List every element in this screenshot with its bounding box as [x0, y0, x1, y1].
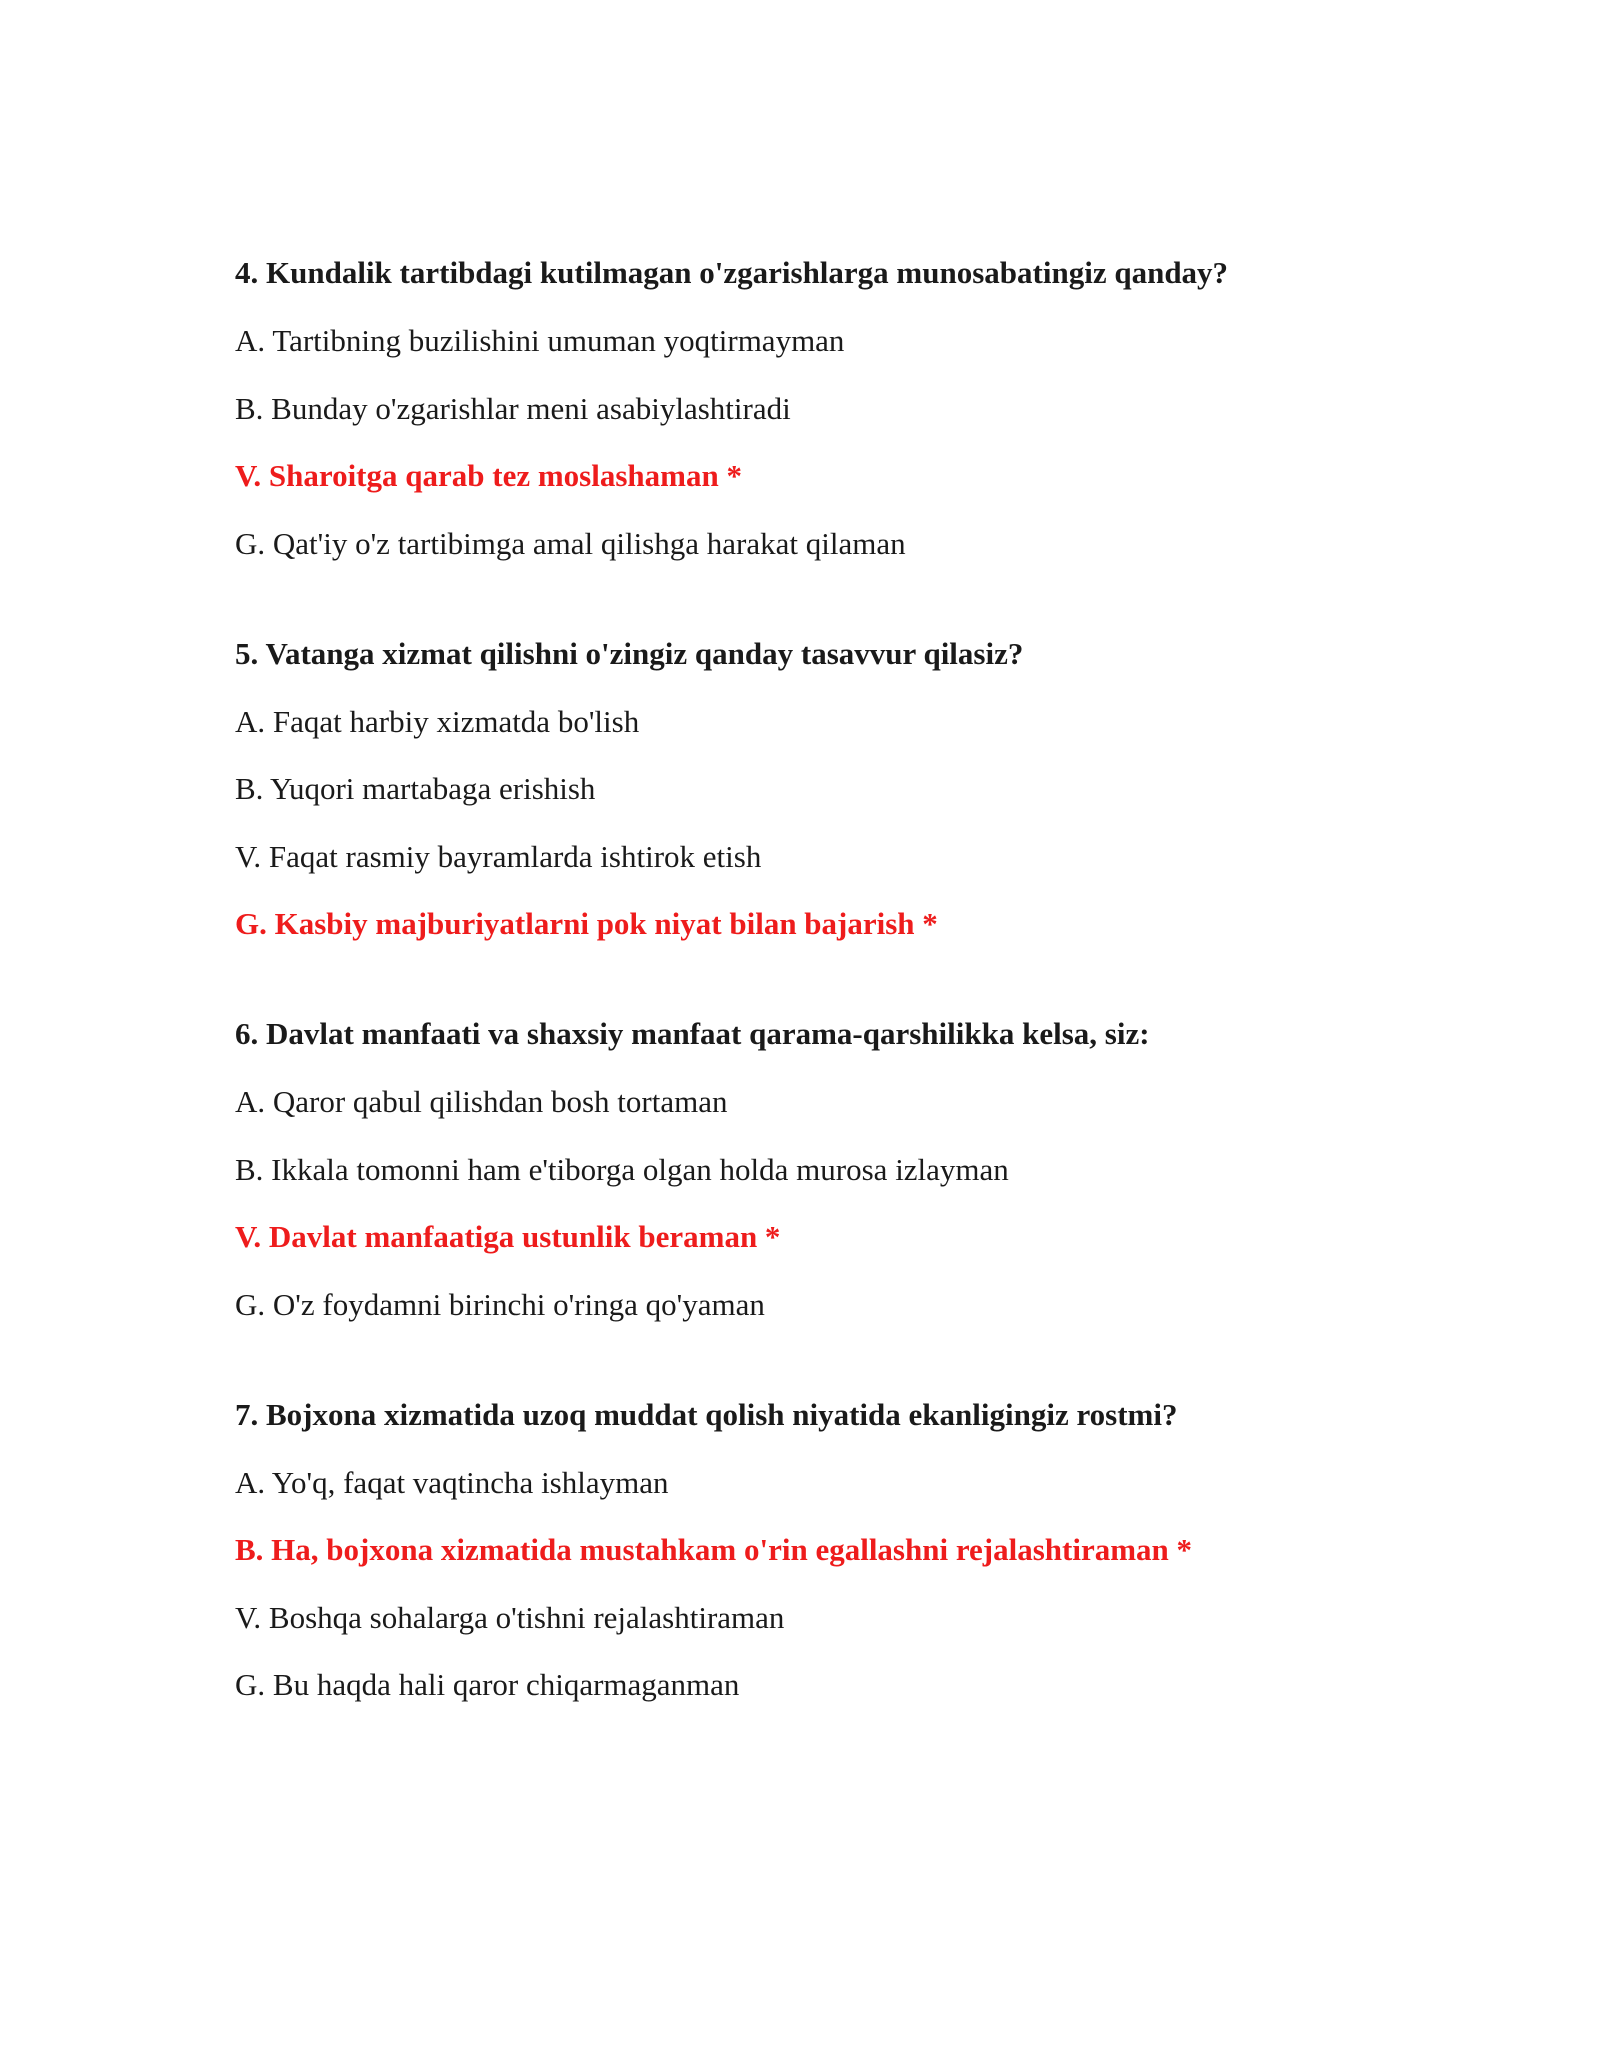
question-block — [235, 1395, 1435, 1706]
answer-option: V. Boshqa sohalarga o'tishni rejalashtiraman — [235, 1599, 785, 1635]
question-block — [235, 1014, 1435, 1325]
correct-answer-option: V. Davlat manfaatiga ustunlik beraman * — [235, 1219, 781, 1254]
answer-option: A. Faqat harbiy xizmatda bo'lish — [235, 703, 640, 739]
question-title: 5. Vatanga xizmat qilishni o'zingiz qanday tasavvur qilasiz? — [235, 635, 1024, 671]
answer-option: V. Faqat rasmiy bayramlarda ishtirok etish — [235, 838, 762, 874]
answer-option: A. Yo'q, faqat vaqtincha ishlayman — [235, 1464, 669, 1500]
answer-option: B. Bunday o'zgarishlar meni asabiylashtiradi — [235, 390, 791, 426]
question-block — [235, 634, 1435, 945]
correct-answer-option: V. Sharoitga qarab tez moslashaman * — [235, 458, 742, 493]
answer-option: A. Qaror qabul qilishdan bosh tortaman — [235, 1084, 728, 1119]
answer-option: G. O'z foydamni birinchi o'ringa qo'yaman — [235, 1286, 765, 1322]
answer-option: G. Qat'iy o'z tartibimga amal qilishga harakat qilaman — [235, 525, 906, 561]
correct-answer-option: G. Kasbiy majburiyatlarni pok niyat bilan bajarish * — [235, 906, 938, 941]
question-block — [235, 253, 1435, 564]
answer-option: B. Yuqori martabaga erishish — [235, 771, 596, 806]
question-title: 6. Davlat manfaati va shaxsiy manfaat qarama-qarshilikka kelsa, siz: — [235, 1016, 1150, 1051]
correct-answer-option: B. Ha, bojxona xizmatida mustahkam o'rin egallashni rejalashtiraman * — [235, 1532, 1193, 1567]
quiz-content — [235, 253, 1435, 1775]
question-title: 7. Bojxona xizmatida uzoq muddat qolish niyatida ekanligingiz rostmi? — [235, 1396, 1178, 1432]
answer-option: G. Bu haqda hali qaror chiqarmaganman — [235, 1667, 740, 1702]
answer-option: B. Ikkala tomonni ham e'tiborga olgan holda murosa izlayman — [235, 1151, 1009, 1187]
answer-option: A. Tartibning buzilishini umuman yoqtirmayman — [235, 323, 845, 358]
question-title: 4. Kundalik tartibdagi kutilmagan o'zgarishlarga munosabatingiz qanday? — [235, 255, 1229, 290]
